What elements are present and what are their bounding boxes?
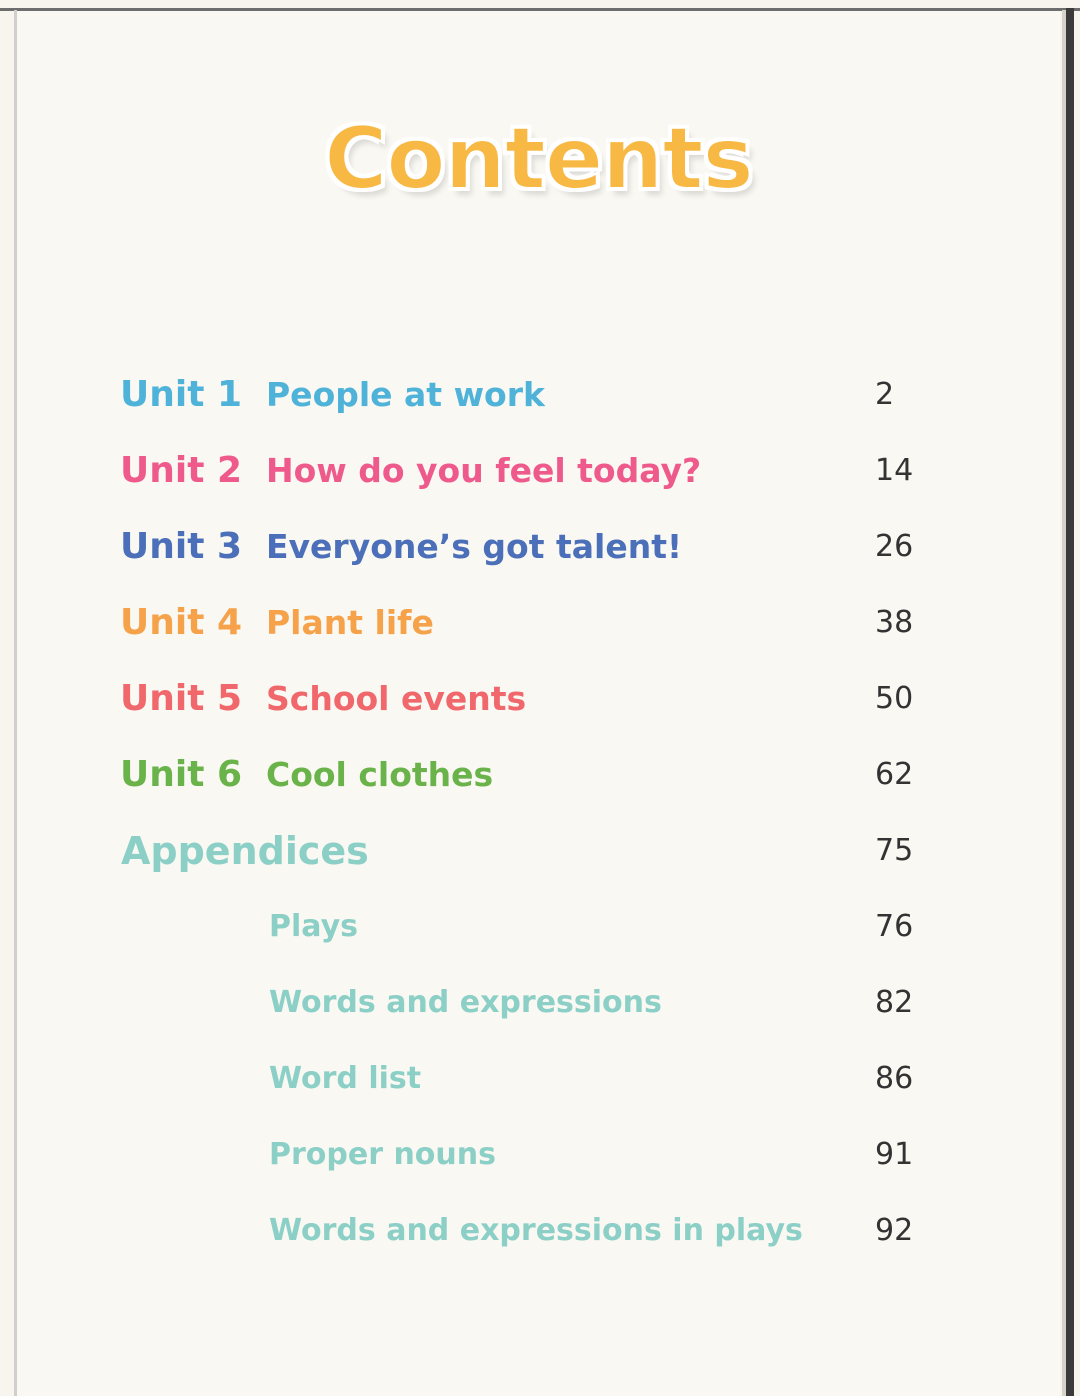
toc-row-unit-5 — [17, 671, 1060, 731]
unit-label: Unit 3 — [120, 526, 242, 567]
toc-row-appendix-plays — [17, 899, 1060, 959]
unit-title: Cool clothes — [266, 755, 494, 794]
unit-title: Plant life — [266, 603, 434, 642]
page-number: 91 — [875, 1137, 914, 1172]
toc-row-appendices — [17, 823, 1060, 883]
unit-label: Unit 2 — [120, 450, 242, 491]
appendix-item-title: Plays — [269, 909, 359, 944]
appendix-item-title: Words and expressions — [269, 985, 662, 1020]
appendix-item-title: Words and expressions in plays — [269, 1213, 803, 1248]
appendices-heading: Appendices — [121, 829, 369, 873]
toc-row-appendix-words-in-plays — [17, 1203, 1060, 1263]
page-number: 2 — [875, 377, 895, 412]
toc-row-unit-1 — [17, 367, 1060, 427]
scan-right-edge — [1066, 8, 1074, 1396]
page-number: 38 — [875, 605, 914, 640]
page-number: 14 — [875, 453, 914, 488]
unit-title: School events — [266, 679, 527, 718]
unit-title: People at work — [266, 375, 545, 414]
unit-label: Unit 1 — [120, 374, 242, 415]
toc-row-unit-2 — [17, 443, 1060, 503]
page-number: 82 — [875, 985, 914, 1020]
page-number: 75 — [875, 833, 914, 868]
unit-label: Unit 5 — [120, 678, 242, 719]
contents-page — [17, 11, 1060, 1396]
toc-row-unit-3 — [17, 519, 1060, 579]
toc-row-appendix-words-and-expressions — [17, 975, 1060, 1035]
toc-row-appendix-word-list — [17, 1051, 1060, 1111]
appendix-item-title: Proper nouns — [269, 1137, 496, 1172]
page-number: 92 — [875, 1213, 914, 1248]
page-number: 76 — [875, 909, 914, 944]
toc-row-appendix-proper-nouns — [17, 1127, 1060, 1187]
page-number: 50 — [875, 681, 914, 716]
page-title: Contents — [324, 109, 753, 209]
toc-row-unit-6 — [17, 747, 1060, 807]
unit-title: Everyone’s got talent! — [266, 527, 683, 566]
unit-title: How do you feel today? — [266, 451, 702, 490]
page-number: 62 — [875, 757, 914, 792]
appendix-item-title: Word list — [269, 1061, 422, 1096]
unit-label: Unit 6 — [120, 754, 242, 795]
page-number: 86 — [875, 1061, 914, 1096]
toc-row-unit-4 — [17, 595, 1060, 655]
unit-label: Unit 4 — [120, 602, 242, 643]
page-number: 26 — [875, 529, 914, 564]
